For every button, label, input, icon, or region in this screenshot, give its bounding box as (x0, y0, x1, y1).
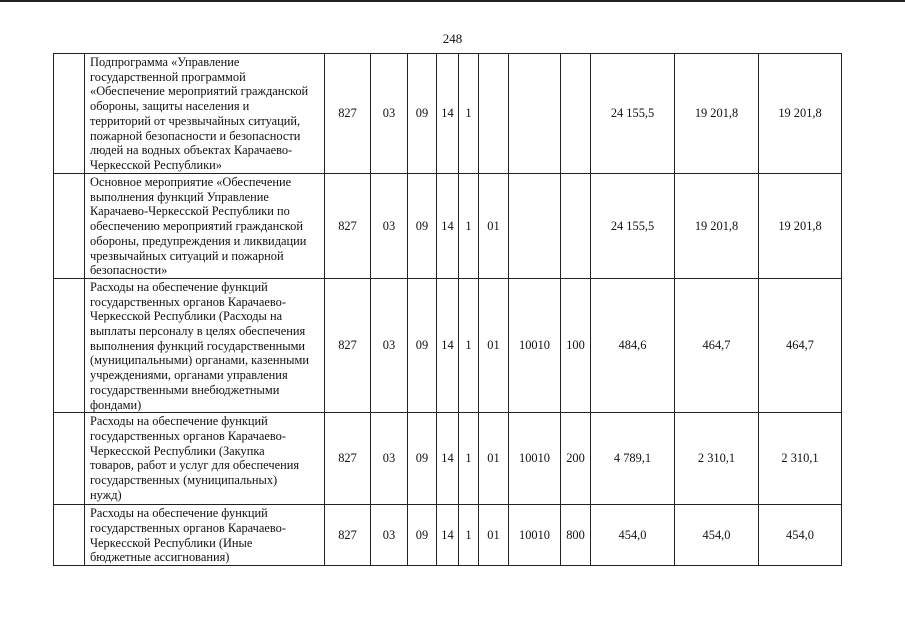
sum-year3-cell: 19 201,8 (759, 174, 842, 279)
row-marker-cell (54, 413, 85, 505)
item-name-cell: Основное мероприятие «Обеспечение выполнения функций Управление Карачаево-Черкесской Республики по обеспечению мероприятий гражданской обороны, предупреждения и ликвидации чрезвычайных ситуаций и пожарной безопасности» (85, 174, 325, 279)
rz-code-cell: 03 (371, 278, 408, 412)
sum-year1-cell: 454,0 (591, 505, 675, 566)
subprogram-code-cell: 1 (459, 413, 479, 505)
sum-year2-cell: 19 201,8 (675, 174, 759, 279)
subprogram-code-cell: 1 (459, 174, 479, 279)
event-code-cell: 01 (479, 505, 509, 566)
subprogram-code-cell: 1 (459, 54, 479, 174)
table-row (54, 174, 842, 279)
gr-code-cell: 827 (325, 278, 371, 412)
row-marker-cell (54, 278, 85, 412)
expense-type-cell: 100 (561, 278, 591, 412)
program-code-cell: 14 (437, 54, 459, 174)
pr-code-cell: 09 (408, 278, 437, 412)
program-code-cell: 14 (437, 505, 459, 566)
sum-year1-cell: 4 789,1 (591, 413, 675, 505)
expense-type-cell: 800 (561, 505, 591, 566)
direction-code-cell: 10010 (509, 413, 561, 505)
sum-year1-cell: 24 155,5 (591, 54, 675, 174)
table-row (54, 505, 842, 566)
rz-code-cell: 03 (371, 54, 408, 174)
sum-year2-cell: 464,7 (675, 278, 759, 412)
sum-year3-cell: 454,0 (759, 505, 842, 566)
gr-code-cell: 827 (325, 413, 371, 505)
sum-year3-cell: 19 201,8 (759, 54, 842, 174)
sum-year1-cell: 24 155,5 (591, 174, 675, 279)
item-name-cell: Расходы на обеспечение функций государственных органов Карачаево- Черкесской Республики (Закупка товаров, работ и услуг для обеспечения государственных (муниципальных) нужд) (85, 413, 325, 505)
event-code-cell: 01 (479, 413, 509, 505)
expense-type-cell (561, 54, 591, 174)
sum-year1-cell: 484,6 (591, 278, 675, 412)
gr-code-cell: 827 (325, 174, 371, 279)
direction-code-cell (509, 54, 561, 174)
top-border-line (0, 0, 905, 2)
event-code-cell: 01 (479, 174, 509, 279)
table-row (54, 413, 842, 505)
sum-year2-cell: 2 310,1 (675, 413, 759, 505)
pr-code-cell: 09 (408, 505, 437, 566)
program-code-cell: 14 (437, 413, 459, 505)
subprogram-code-cell: 1 (459, 278, 479, 412)
pr-code-cell: 09 (408, 174, 437, 279)
row-marker-cell (54, 174, 85, 279)
sum-year2-cell: 454,0 (675, 505, 759, 566)
direction-code-cell (509, 174, 561, 279)
item-name-cell: Подпрограмма «Управление государственной программой «Обеспечение мероприятий гражданской обороны, защиты населения и территорий от чрезвычайных ситуаций, пожарной безопасности и безопасности людей на водных объектах Карачаево- Черкесской Республики» (85, 54, 325, 174)
sum-year3-cell: 464,7 (759, 278, 842, 412)
page-number: 248 (442, 31, 463, 46)
sum-year3-cell: 2 310,1 (759, 413, 842, 505)
rz-code-cell: 03 (371, 505, 408, 566)
subprogram-code-cell: 1 (459, 505, 479, 566)
direction-code-cell: 10010 (509, 278, 561, 412)
item-name-cell: Расходы на обеспечение функций государственных органов Карачаево- Черкесской Республики (Иные бюджетные ассигнования) (85, 505, 325, 566)
item-name-cell: Расходы на обеспечение функций государственных органов Карачаево- Черкесской Республики (Расходы на выплаты персоналу в целях обеспечения выполнения функций государственными (муниципальными) органами, казенными учреждениями, органами управления государственными внебюджетными фондами) (85, 278, 325, 412)
table-row (54, 278, 842, 412)
budget-table (53, 53, 842, 566)
row-marker-cell (54, 54, 85, 174)
gr-code-cell: 827 (325, 505, 371, 566)
rz-code-cell: 03 (371, 174, 408, 279)
pr-code-cell: 09 (408, 54, 437, 174)
expense-type-cell (561, 174, 591, 279)
sum-year2-cell: 19 201,8 (675, 54, 759, 174)
event-code-cell (479, 54, 509, 174)
table-row (54, 54, 842, 174)
program-code-cell: 14 (437, 278, 459, 412)
rz-code-cell: 03 (371, 413, 408, 505)
expense-type-cell: 200 (561, 413, 591, 505)
direction-code-cell: 10010 (509, 505, 561, 566)
row-marker-cell (54, 505, 85, 566)
gr-code-cell: 827 (325, 54, 371, 174)
event-code-cell: 01 (479, 278, 509, 412)
pr-code-cell: 09 (408, 413, 437, 505)
program-code-cell: 14 (437, 174, 459, 279)
